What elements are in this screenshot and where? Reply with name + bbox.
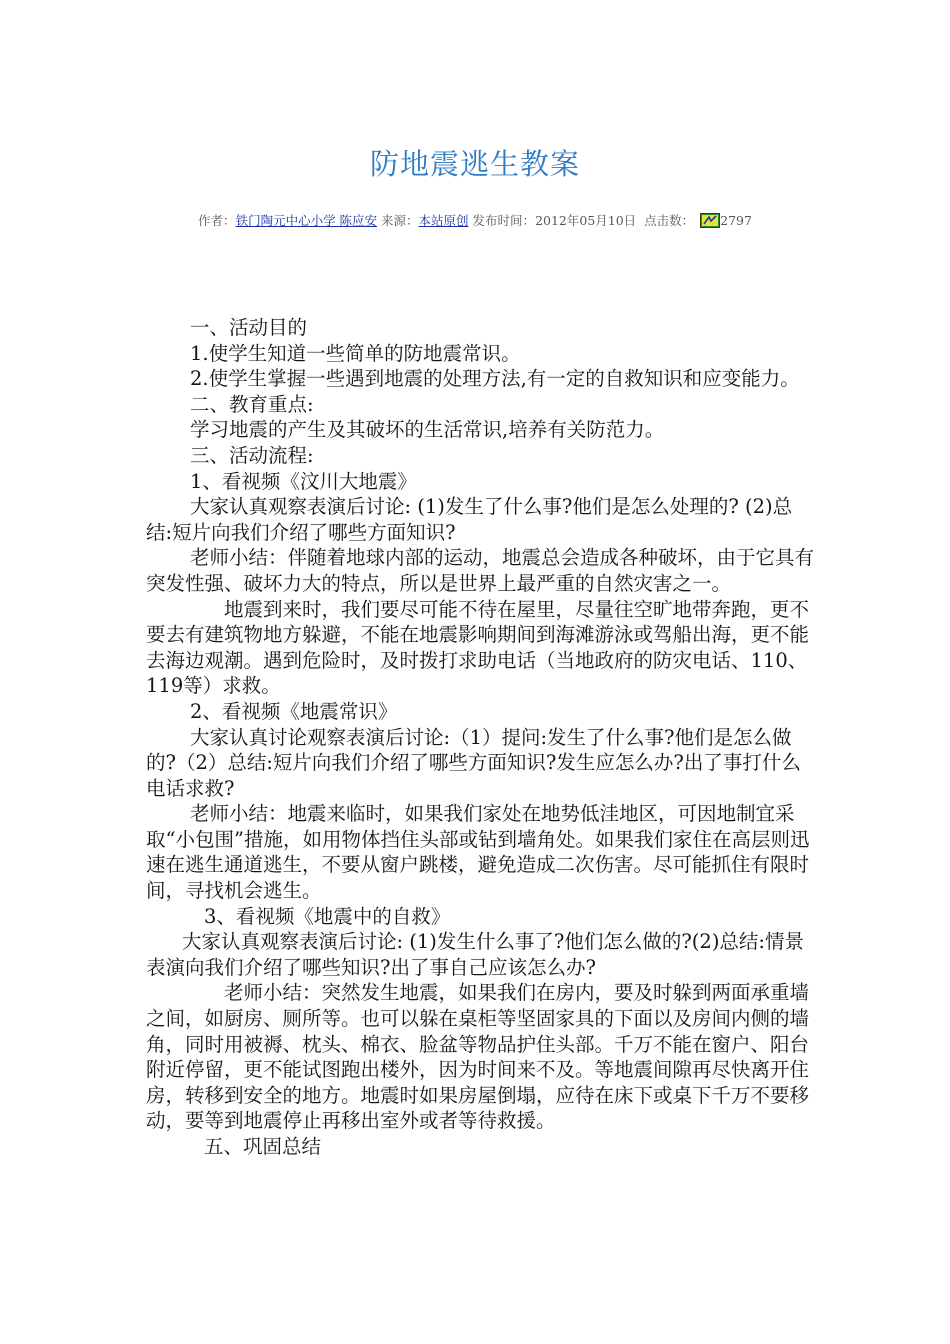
focus-paragraph: 学习地震的产生及其破坏的生活常识,培养有关防范力。 [190, 418, 665, 442]
publish-date: 2012年05月10日 [535, 213, 637, 228]
video-1-heading: 1、看视频《汶川大地震》 [190, 469, 417, 493]
lesson-plan-body [146, 315, 814, 1160]
clicks-value: 2797 [720, 213, 752, 228]
discussion-3: 大家认真观察表演后讨论: (1)发生什么事了?他们怎么做的?(2)总结:情景表演向我们介绍了哪些知识?出了事自己应该怎么办? [146, 930, 804, 979]
discussion-2: 大家认真讨论观察表演后讨论:（1）提问:发生了什么事?他们是怎么做的?（2）总结:短片向我们介绍了哪些方面知识?发生应怎么办?出了事打什么电话求救? [146, 725, 801, 800]
heading-activity-goal: 一、活动目的 [190, 316, 308, 339]
goal-item-1: 1.使学生知道一些简单的防地震常识。 [190, 341, 521, 365]
clicks-label: 点击数： [644, 213, 695, 228]
heading-activity-process: 三、活动流程: [190, 443, 314, 467]
heading-consolidation: 五、巩固总结 [204, 1135, 322, 1158]
teacher-summary-2: 老师小结：地震来临时，如果我们家处在地势低洼地区，可因地制宜采取“小包围”措施，如用物体挡住头部或钻到墙角处。如果我们家住在高层则迅速在逃生通道逃生，不要从窗户跳楼，避免造成二次伤害。尽可能抓住有限时间，寻找机会逃生。 [146, 802, 810, 903]
article-meta [0, 211, 950, 229]
document-title: 防地震逃生教案 [369, 147, 580, 181]
author-label: 作者： [198, 213, 236, 228]
counter-icon [700, 213, 720, 228]
discussion-1: 大家认真观察表演后讨论: (1)发生了什么事?他们是怎么处理的? (2)总结:短片向我们介绍了哪些方面知识? [146, 495, 793, 544]
source-label: 来源： [381, 213, 419, 228]
earthquake-advice: 地震到来时，我们要尽可能不待在屋里，尽量往空旷地带奔跑，更不要去有建筑物地方躲避，不能在地震影响期间到海滩游泳或驾船出海，更不能去海边观潮。遇到危险时，及时拨打求助电话（当地政府的防灾电话、110、119等）求救。 [146, 597, 810, 698]
video-3-heading: 3、看视频《地震中的自救》 [204, 904, 451, 928]
source-link[interactable]: 本站原创 [418, 213, 469, 228]
teacher-summary-1: 老师小结：伴随着地球内部的运动，地震总会造成各种破坏，由于它具有突发性强、破坏力大的特点，所以是世界上最严重的自然灾害之一。 [146, 546, 815, 595]
author-link[interactable]: 铁门陶元中心小学 陈应安 [235, 213, 378, 228]
publish-label: 发布时间： [472, 213, 536, 228]
video-2-heading: 2、看视频《地震常识》 [190, 699, 398, 723]
heading-education-focus: 二、教育重点: [190, 392, 314, 416]
goal-item-2: 2.使学生掌握一些遇到地震的处理方法,有一定的自救知识和应变能力。 [190, 367, 800, 391]
teacher-summary-3: 老师小结：突然发生地震，如果我们在房内，要及时躲到两面承重墙之间，如厨房、厕所等。也可以躲在桌柜等坚固家具的下面以及房间内侧的墙角，同时用被褥、枕头、棉衣、脸盆等物品护住头部。千万不能在窗户、阳台附近停留，更不能试图跑出楼外，因为时间来不及。等地震间隙再尽快离开住房，转移到安全的地方。地震时如果房屋倒塌，应待在床下或桌下千万不要移动，要等到地震停止再移出室外或者等待救援。 [146, 981, 810, 1133]
